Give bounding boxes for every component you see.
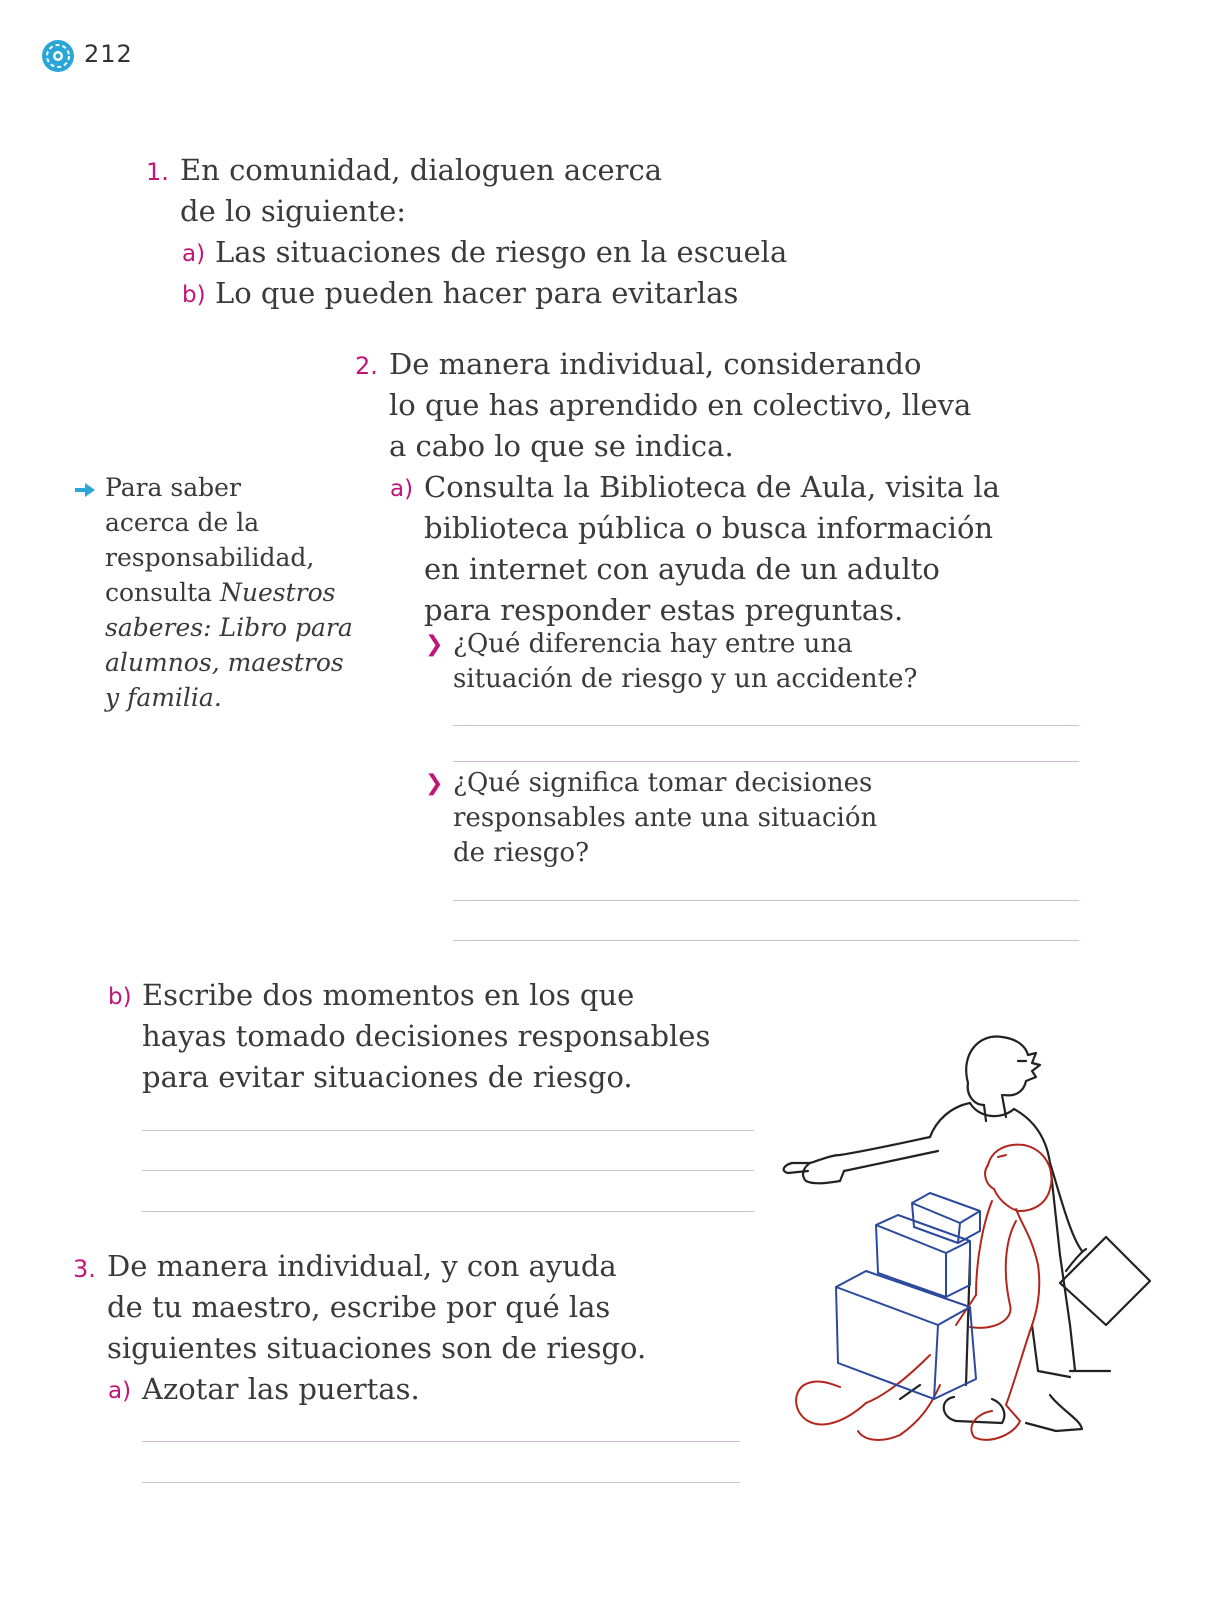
answer-line[interactable]: [142, 1211, 754, 1212]
q2-sub1-line1: ¿Qué diferencia hay entre una: [453, 629, 853, 659]
page-number: 212: [84, 40, 133, 68]
q2-sub2-line3: de riesgo?: [453, 838, 590, 868]
answer-line[interactable]: [142, 1441, 740, 1442]
q2-b-line2: hayas tomado decisiones responsables: [142, 1019, 711, 1053]
side-note-line3: responsabilidad,: [105, 543, 315, 572]
q3-number: 3.: [73, 1255, 96, 1283]
q3-line2: de tu maestro, escribe por qué las: [107, 1290, 611, 1324]
q2-sub2-line2: responsables ante una situación: [453, 803, 878, 833]
q2-sub2-line1: ¿Qué significa tomar decisiones: [453, 768, 873, 798]
bullet-icon: ❯: [425, 632, 444, 657]
q2-a-line1: Consulta la Biblioteca de Aula, visita la: [424, 470, 1000, 504]
q3-line3: siguientes situaciones son de riesgo.: [107, 1331, 647, 1365]
q2-b-line3: para evitar situaciones de riesgo.: [142, 1060, 633, 1094]
q3-line1: De manera individual, y con ayuda: [107, 1249, 617, 1283]
q2-a-label: a): [390, 476, 414, 502]
side-note-line6: [105, 645, 344, 680]
q1-line1: En comunidad, dialoguen acerca: [180, 153, 662, 187]
side-note-line4-italic: Nuestros: [219, 578, 336, 607]
answer-line[interactable]: [453, 940, 1079, 941]
q1-b-label: b): [182, 282, 206, 308]
bullet-icon: ❯: [425, 771, 444, 796]
side-note-line2: acerca de la: [105, 508, 260, 537]
q3-a-label: a): [108, 1378, 132, 1404]
answer-line[interactable]: [453, 761, 1079, 762]
side-note-line4-plain: consulta: [105, 578, 220, 607]
side-note-line4: [105, 575, 335, 610]
q2-sub1-line2: situación de riesgo y un accidente?: [453, 664, 918, 694]
answer-line[interactable]: [142, 1482, 740, 1483]
side-note-line5: [105, 610, 353, 645]
q2-line2: lo que has aprendido en colectivo, lleva: [389, 388, 972, 422]
q2-line3: a cabo lo que se indica.: [389, 429, 734, 463]
q1-a-label: a): [182, 241, 206, 267]
side-note-line5-italic: saberes: Libro para: [105, 613, 353, 642]
q2-number: 2.: [355, 352, 378, 380]
answer-line[interactable]: [142, 1130, 754, 1131]
answer-line[interactable]: [142, 1170, 754, 1171]
q1-b-text: Lo que pueden hacer para evitarlas: [215, 276, 739, 310]
q2-a-line3: en internet con ayuda de un adulto: [424, 552, 940, 586]
arrow-right-icon: [74, 482, 96, 498]
side-note-line7-italic: y familia.: [105, 683, 222, 712]
q2-line1: De manera individual, considerando: [389, 347, 922, 381]
side-note-line7: [105, 680, 222, 715]
q2-a-line4: para responder estas preguntas.: [424, 593, 904, 627]
q2-b-line1: Escribe dos momentos en los que: [142, 978, 635, 1012]
answer-line[interactable]: [453, 725, 1079, 726]
illustration-adult-and-child-carrying-boxes: [770, 1025, 1160, 1485]
q1-line2: de lo siguiente:: [180, 194, 406, 228]
flower-badge-icon: [40, 38, 76, 74]
q1-number: 1.: [146, 158, 169, 186]
side-note-line1: Para saber: [105, 473, 241, 502]
q2-b-label: b): [108, 984, 132, 1010]
answer-line[interactable]: [453, 900, 1079, 901]
q2-a-line2: biblioteca pública o busca información: [424, 511, 994, 545]
q1-a-text: Las situaciones de riesgo en la escuela: [215, 235, 788, 269]
q3-a-text: Azotar las puertas.: [142, 1372, 420, 1406]
side-note-line6-italic: alumnos, maestros: [105, 648, 344, 677]
